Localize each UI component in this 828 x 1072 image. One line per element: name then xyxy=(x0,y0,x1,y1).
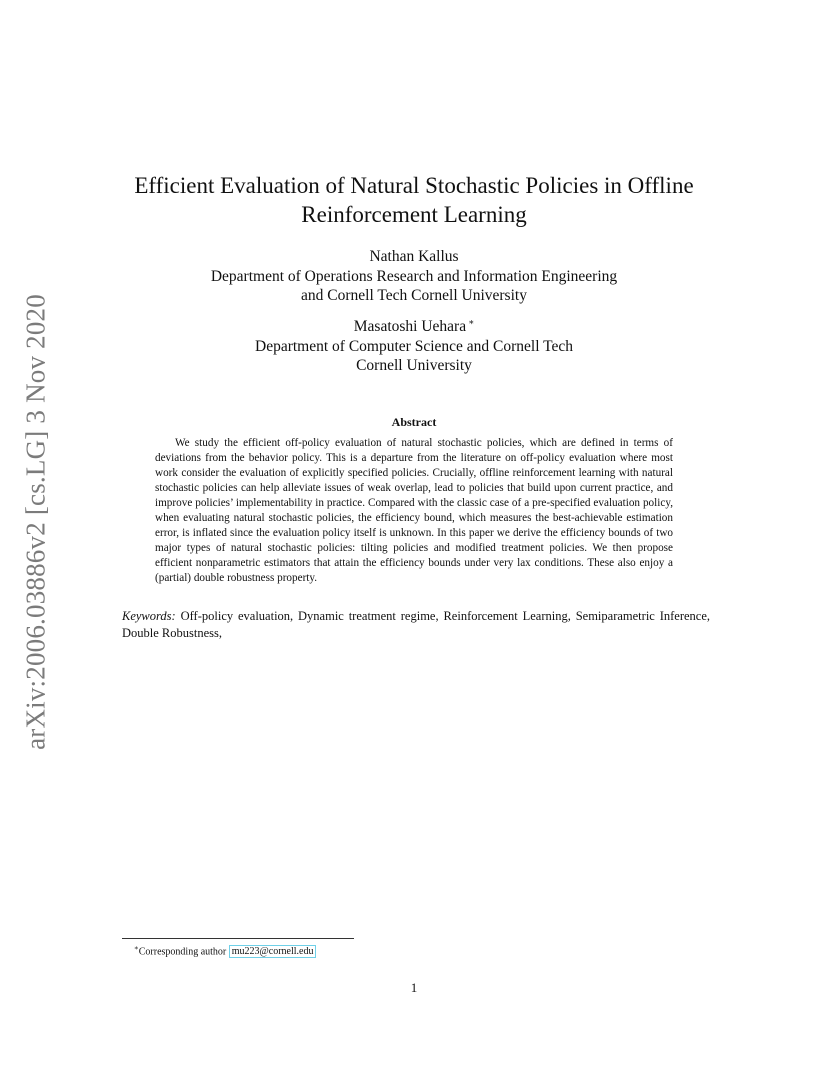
footnote-marker: ∗ xyxy=(134,944,139,952)
footnote-rule xyxy=(122,938,354,939)
abstract-body: We study the efficient off-policy evaluation of natural stochastic policies, which are defined in terms of deviations from the behavior policy. This is a departure from the literature on off-policy evaluation where most work consider the evaluation of explicitly specified policies. Crucially, offline reinforcement learning with natural stochastic policies can help alleviate issues of weak overlap, lead to policies that build upon current practice, and improve policies’ implementability in practice. Compared with the classic case of a pre-specified evaluation policy, when evaluating natural stochastic policies, the efficiency bound, which measures the best-achievable estimation error, is inflated since the evaluation policy itself is unknown. In this paper we derive the efficiency bounds of two major types of natural stochastic policies: tilting policies and modified treatment policies. We then propose efficient nonparametric estimators that attain the efficiency bounds under very lax conditions. These also enjoy a (partial) double robustness property. xyxy=(155,437,673,584)
author-affiliation-line-2: and Cornell Tech Cornell University xyxy=(301,287,527,304)
keywords xyxy=(122,608,710,642)
author-affiliation-line-2: Cornell University xyxy=(356,357,472,375)
keywords-label: Keywords: xyxy=(122,609,176,623)
author-affiliation-line-1: Department of Computer Science and Cornell Tech xyxy=(255,337,573,355)
abstract-heading: Abstract xyxy=(391,415,437,429)
title-line-2: Reinforcement Learning xyxy=(301,202,527,227)
paper-title xyxy=(0,171,828,229)
author-affiliation-line-1: Department of Operations Research and Information Engineering xyxy=(210,267,618,285)
author-name: Masatoshi Uehara ∗ xyxy=(353,317,475,336)
title-line-1: Efficient Evaluation of Natural Stochastic Policies in Offline xyxy=(134,173,694,198)
corresponding-email-link[interactable]: mu223@cornell.edu xyxy=(229,945,317,958)
author-name: Nathan Kallus xyxy=(369,248,459,265)
footnote xyxy=(134,941,316,959)
arxiv-identifier-stamp: arXiv:2006.03886v2 [cs.LG] 3 Nov 2020 xyxy=(20,294,51,750)
keywords-text: Off-policy evaluation, Dynamic treatment regime, Reinforcement Learning, Semiparametric Inference, Double Robustness, xyxy=(122,609,711,640)
author-block-1 xyxy=(0,247,828,306)
author-block-2 xyxy=(0,313,828,376)
page-number: 1 xyxy=(410,980,418,995)
footnote-marker: ∗ xyxy=(468,317,475,327)
footnote-text: Corresponding author xyxy=(138,946,227,958)
